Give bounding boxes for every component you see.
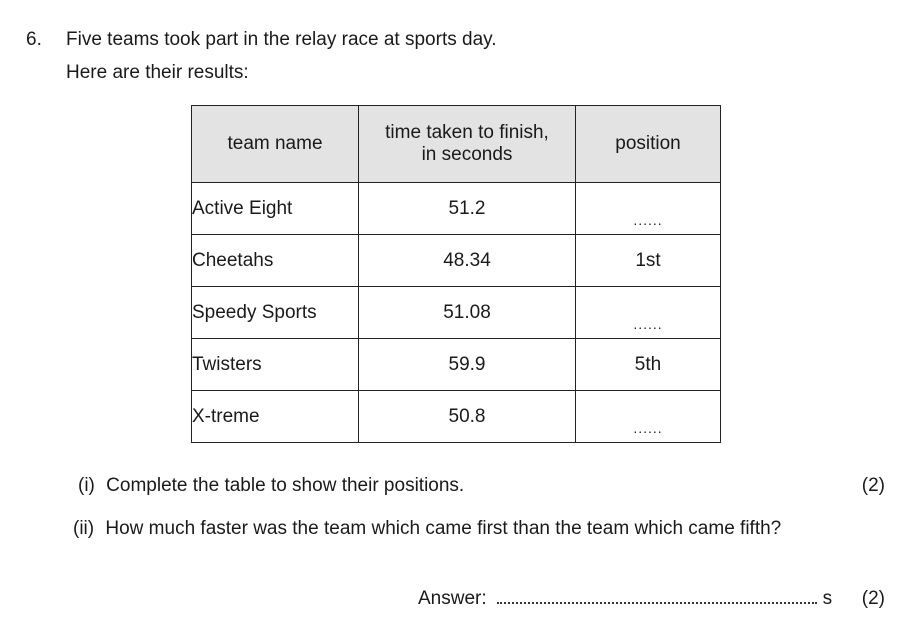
answer-label: Answer: — [418, 588, 487, 609]
team-name-cell: X-treme — [192, 391, 359, 443]
question-intro-line-1: Five teams took part in the relay race at sports day. — [66, 29, 497, 50]
time-cell: 50.8 — [359, 391, 576, 443]
table-row — [192, 183, 721, 235]
header-time-line-2: in seconds — [421, 144, 513, 165]
results-table — [191, 105, 721, 443]
position-answer-cell[interactable] — [576, 183, 721, 235]
part-ii-marks: (2) — [861, 588, 885, 609]
position-answer-dots: ...... — [633, 212, 663, 228]
header-position: position — [576, 106, 721, 183]
answer-unit: s — [822, 588, 833, 609]
team-name-cell: Cheetahs — [192, 235, 359, 287]
table-row — [192, 391, 721, 443]
position-answer-dots: ...... — [633, 420, 663, 436]
part-ii — [73, 518, 781, 540]
time-cell: 48.34 — [359, 235, 576, 287]
time-cell: 59.9 — [359, 339, 576, 391]
part-i-marks: (2) — [861, 475, 885, 496]
header-team-name: team name — [192, 106, 359, 183]
question-intro-line-2: Here are their results: — [66, 62, 249, 83]
part-ii-text: How much faster was the team which came first than the team which came fifth? — [105, 518, 782, 539]
answer-row — [418, 588, 832, 610]
time-cell: 51.2 — [359, 183, 576, 235]
time-cell: 51.08 — [359, 287, 576, 339]
answer-field[interactable] — [497, 588, 817, 604]
header-time-line-1: time taken to finish, — [385, 122, 549, 143]
team-name-cell: Active Eight — [192, 183, 359, 235]
position-answer-dots: ...... — [633, 316, 663, 332]
position-cell: 5th — [576, 339, 721, 391]
table-row — [192, 287, 721, 339]
table-header-row — [192, 106, 721, 183]
table-row — [192, 235, 721, 287]
team-name-cell: Twisters — [192, 339, 359, 391]
position-answer-cell[interactable] — [576, 391, 721, 443]
part-ii-label: (ii) — [73, 518, 95, 539]
position-answer-cell[interactable] — [576, 287, 721, 339]
part-i-text: Complete the table to show their positions. — [106, 475, 465, 496]
table-row — [192, 339, 721, 391]
position-cell: 1st — [576, 235, 721, 287]
team-name-cell: Speedy Sports — [192, 287, 359, 339]
header-time — [359, 106, 576, 183]
part-i — [78, 475, 464, 497]
part-i-label: (i) — [78, 475, 95, 496]
question-number: 6. — [26, 29, 42, 50]
